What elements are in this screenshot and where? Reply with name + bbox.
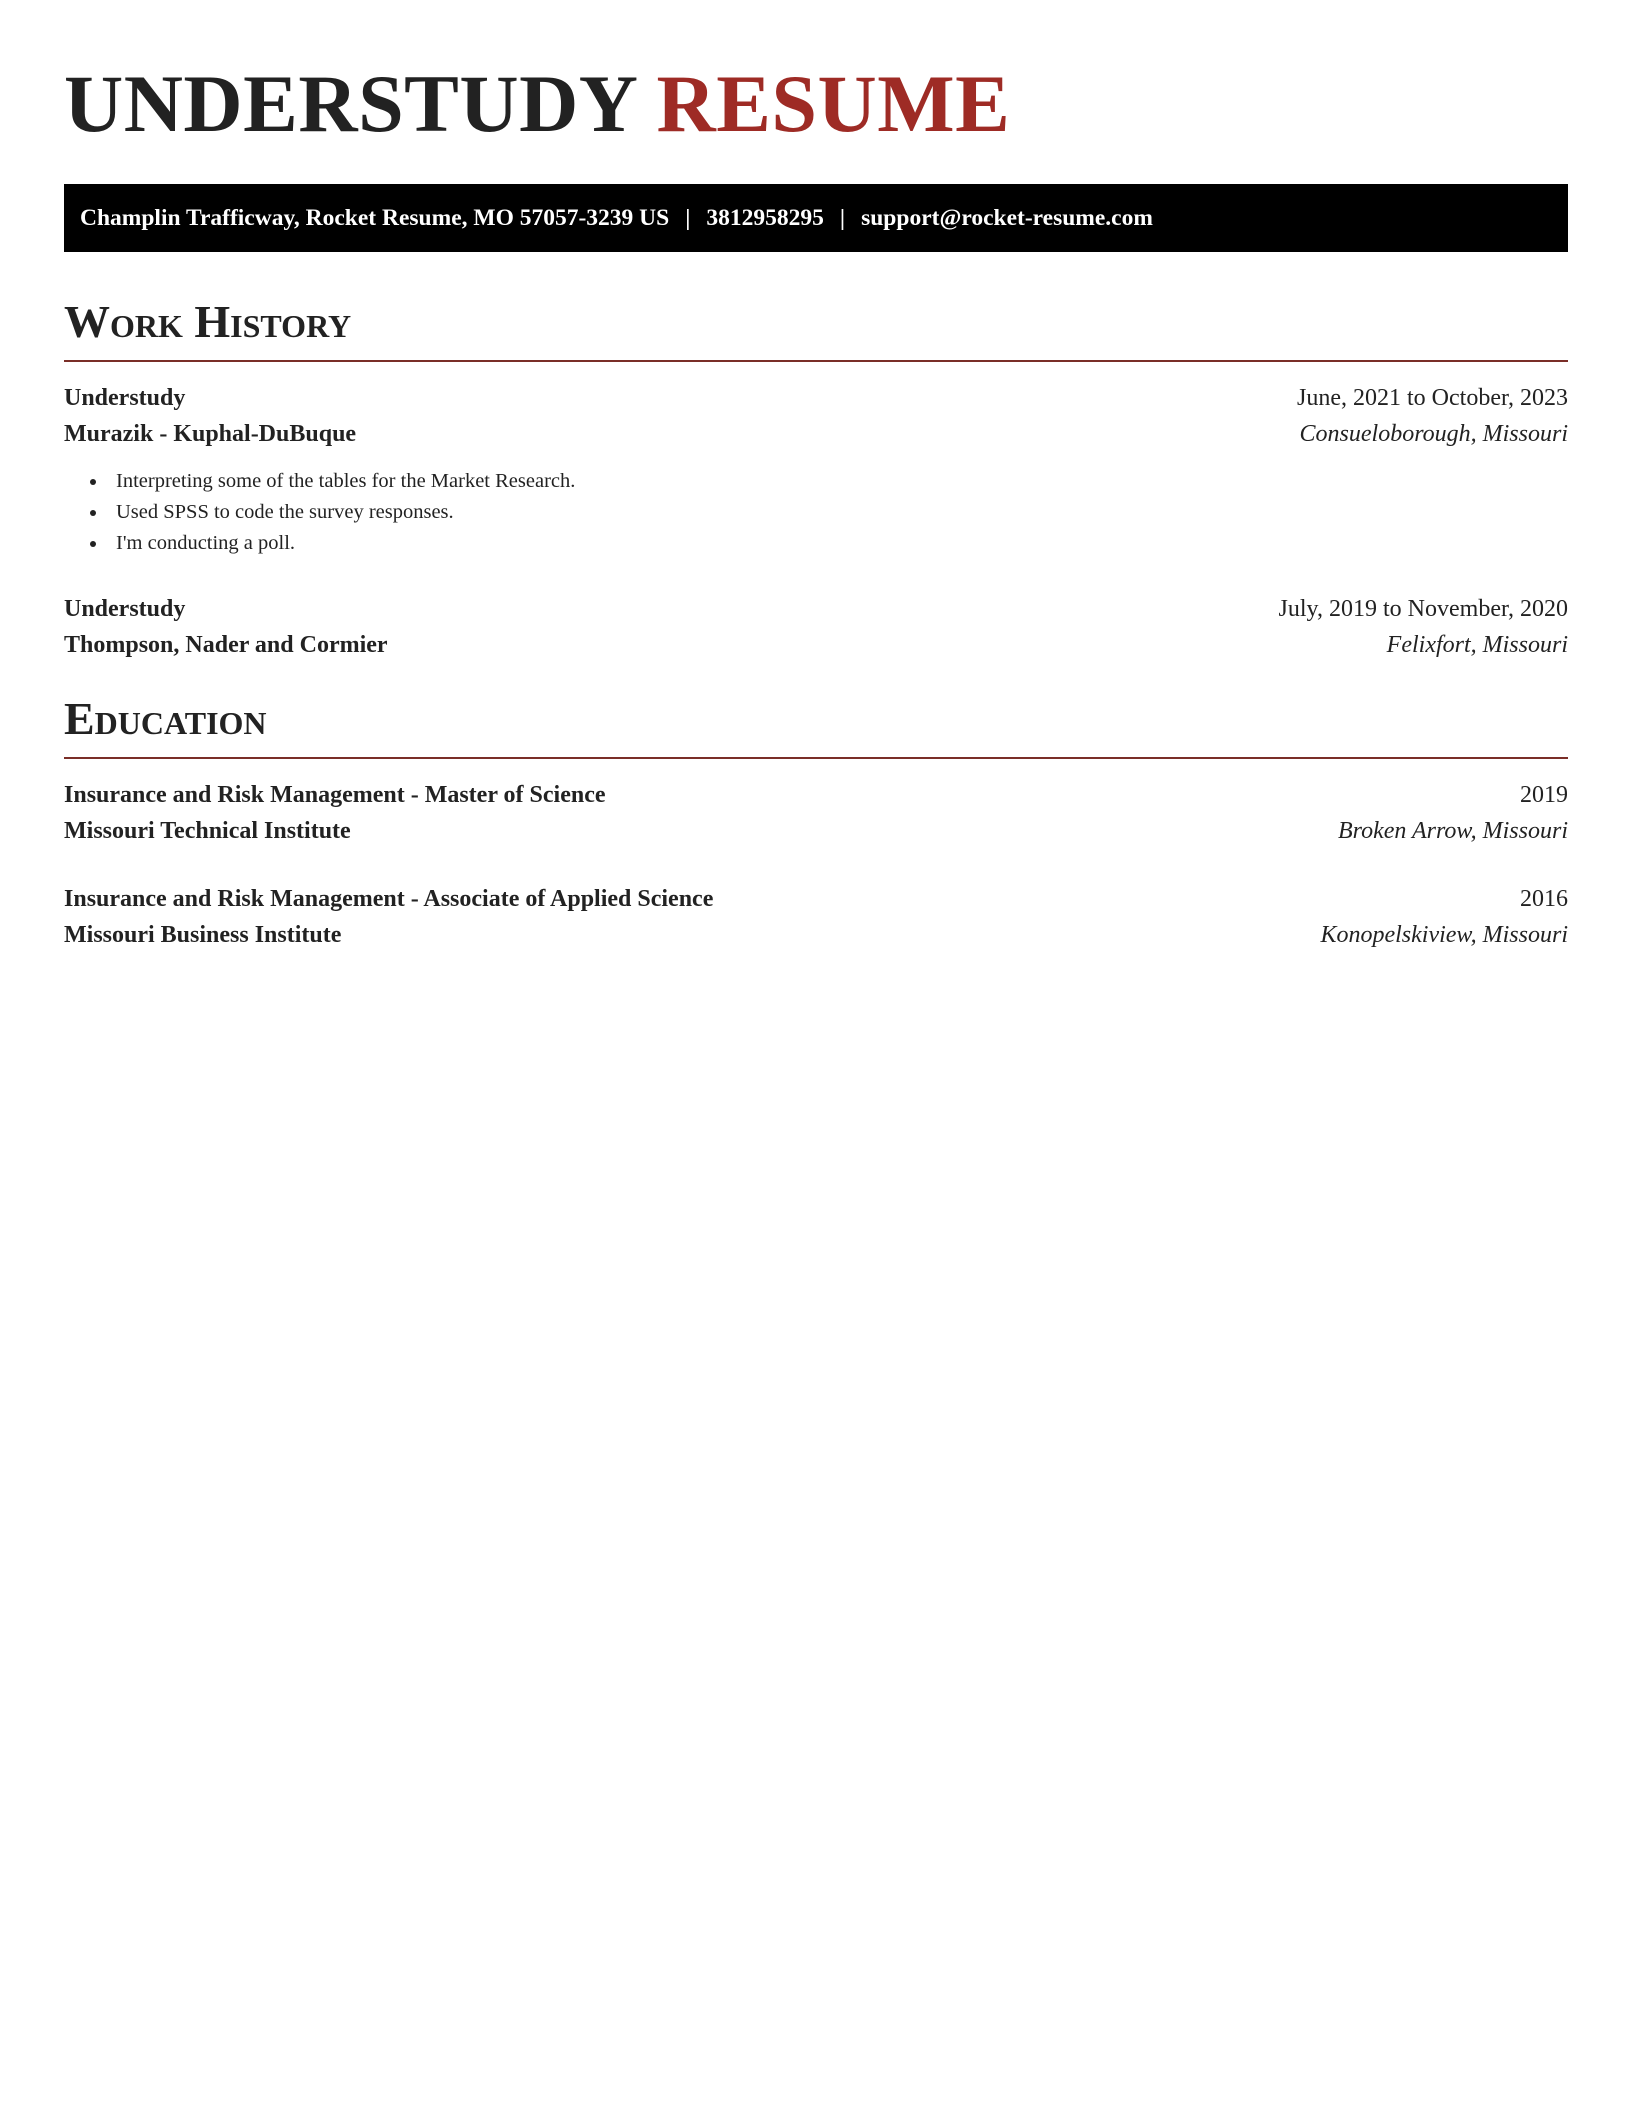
job-position: Understudy (64, 385, 186, 411)
job-location: Consueloborough, Missouri (1299, 421, 1568, 447)
contact-phone: 3812958295 (706, 204, 824, 231)
education-entry (64, 881, 1568, 953)
education-degree: Insurance and Risk Management - Master of Science (64, 782, 606, 808)
education-location: Konopelskiview, Missouri (1320, 922, 1568, 948)
job-company-row (64, 416, 1568, 452)
contact-email: support@rocket-resume.com (861, 204, 1153, 231)
job-position: Understudy (64, 596, 186, 622)
work-history-heading: Work History (64, 296, 352, 347)
job-header-row (64, 380, 1568, 416)
name-first: UNDERSTUDY (64, 58, 636, 149)
job-entry (64, 380, 1568, 559)
resume-name (64, 0, 1568, 150)
education-year: 2016 (1520, 886, 1568, 912)
education-school: Missouri Business Institute (64, 922, 342, 948)
job-entry (64, 591, 1568, 663)
education-heading: Education (64, 693, 267, 744)
job-bullets (64, 466, 1568, 559)
education-school-row (64, 917, 1568, 953)
education-location: Broken Arrow, Missouri (1337, 818, 1568, 844)
education-entry (64, 777, 1568, 849)
education-school-row (64, 813, 1568, 849)
job-dates: July, 2019 to November, 2020 (1278, 596, 1568, 622)
education-degree: Insurance and Risk Management - Associate of Applied Science (64, 886, 714, 912)
job-bullet: • Interpreting some of the tables for the Market Research. (108, 466, 1568, 497)
job-header-row (64, 591, 1568, 627)
education-year: 2019 (1520, 782, 1568, 808)
education-degree-row (64, 881, 1568, 917)
education-degree-row (64, 777, 1568, 813)
contact-separator: | (839, 204, 846, 231)
contact-separator: | (685, 204, 691, 231)
job-location: Felixfort, Missouri (1386, 632, 1568, 658)
section-divider (64, 757, 1568, 759)
contact-address: Champlin Trafficway, Rocket Resume, MO 57057-3239 US (80, 204, 670, 231)
section-divider (64, 360, 1568, 362)
job-company: Murazik - Kuphal-DuBuque (64, 421, 357, 447)
job-dates: June, 2021 to October, 2023 (1297, 385, 1568, 411)
job-bullet: • I'm conducting a poll. (108, 528, 1568, 559)
job-company-row (64, 627, 1568, 663)
education-school: Missouri Technical Institute (64, 818, 351, 844)
contact-bar (64, 184, 1568, 252)
name-last: RESUME (656, 58, 1011, 149)
job-bullet: • Used SPSS to code the survey responses. (108, 497, 1568, 528)
job-company: Thompson, Nader and Cormier (64, 632, 388, 658)
